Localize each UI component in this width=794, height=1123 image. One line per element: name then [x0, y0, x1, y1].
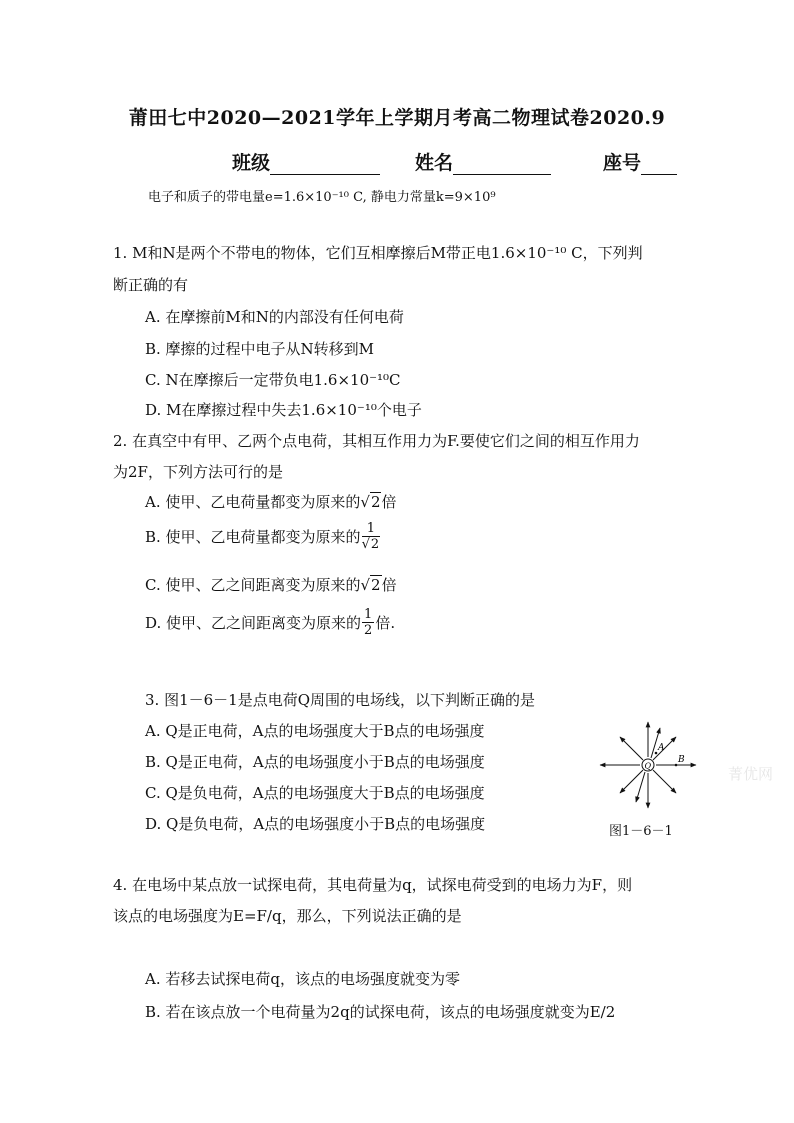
- q3-option-c: C. Q是负电荷，A点的电场强度大于B点的电场强度: [145, 784, 485, 802]
- class-blank[interactable]: [270, 154, 380, 175]
- constants-line: 电子和质子的带电量e=1.6×10⁻¹⁰ C, 静电力常量k=9×10⁹: [148, 190, 496, 205]
- name-label: 姓名: [415, 152, 454, 174]
- name-blank[interactable]: [453, 154, 551, 175]
- q2-option-c: C. 使甲、乙之间距离变为原来的√2倍: [145, 576, 397, 594]
- q2-option-d: D. 使甲、乙之间距离变为原来的 $\frac{1}{2}$ 倍.: [145, 607, 396, 638]
- label-q: Q: [644, 761, 652, 771]
- q1-option-b: B. 摩擦的过程中电子从N转移到M: [145, 340, 375, 358]
- class-label: 班级: [232, 152, 271, 174]
- q3-stem: 3. 图1－6－1是点电荷Q周围的电场线，以下判断正确的是: [145, 691, 536, 709]
- name-field: [415, 148, 551, 175]
- q1-option-c: C. N在摩擦后一定带负电1.6×10⁻¹⁰C: [145, 371, 401, 389]
- q4-stem-line1: 4. 在电场中某点放一试探电荷，其电荷量为q，试探电荷受到的电场力为F，则: [113, 876, 633, 894]
- sqrt-two: √2: [360, 576, 381, 594]
- label-a: A: [658, 743, 665, 753]
- electric-field-diagram: [598, 720, 698, 810]
- q2-option-a: A. 使甲、乙电荷量都变为原来的√2倍: [145, 493, 397, 511]
- watermark: 菁优网: [728, 765, 774, 783]
- q2-stem-line2: 为2F，下列方法可行的是: [113, 463, 283, 481]
- q2-option-b: B. 使甲、乙电荷量都变为原来的 $\frac{1}{√2}$: [145, 521, 380, 552]
- q4-option-a: A. 若移去试探电荷q，该点的电场强度就变为零: [145, 970, 460, 988]
- q2-stem-line1: 2. 在真空中有甲、乙两个点电荷，其相互作用力为F.要使它们之间的相互作用力: [113, 432, 640, 450]
- fraction-one-over-sqrt-two: $\frac{1}{√2}$: [361, 521, 380, 552]
- q1-option-a: A. 在摩擦前M和N的内部没有任何电荷: [145, 308, 404, 326]
- q4-stem-line2: 该点的电场强度为E=F/q，那么，下列说法正确的是: [113, 907, 462, 925]
- figure-caption: 图1－6－1: [609, 824, 673, 839]
- seat-blank[interactable]: [641, 154, 677, 175]
- seat-field: [603, 148, 677, 175]
- q4-option-b: B. 若在该点放一个电荷量为2q的试探电荷，该点的电场强度就变为E/2: [145, 1003, 616, 1021]
- sqrt-two: √2: [360, 493, 381, 511]
- q1-option-d: D. M在摩擦过程中失去1.6×10⁻¹⁰个电子: [145, 401, 422, 419]
- point-b: [675, 764, 678, 767]
- exam-title: 莆田七中2020—2021学年上学期月考高二物理试卷2020.9: [128, 107, 666, 129]
- fraction-one-half: $\frac{1}{2}$: [364, 607, 373, 638]
- point-a: [655, 752, 658, 755]
- q1-stem-line2: 断正确的有: [113, 276, 189, 294]
- q3-option-d: D. Q是负电荷，A点的电场强度小于B点的电场强度: [145, 815, 486, 833]
- seat-label: 座号: [603, 152, 642, 174]
- q3-option-a: A. Q是正电荷，A点的电场强度大于B点的电场强度: [145, 722, 485, 740]
- class-field: [232, 148, 380, 175]
- label-b: B: [678, 755, 685, 765]
- q3-option-b: B. Q是正电荷，A点的电场强度小于B点的电场强度: [145, 753, 485, 771]
- q1-stem-line1: 1. M和N是两个不带电的物体，它们互相摩擦后M带正电1.6×10⁻¹⁰ C，下列判: [113, 244, 643, 262]
